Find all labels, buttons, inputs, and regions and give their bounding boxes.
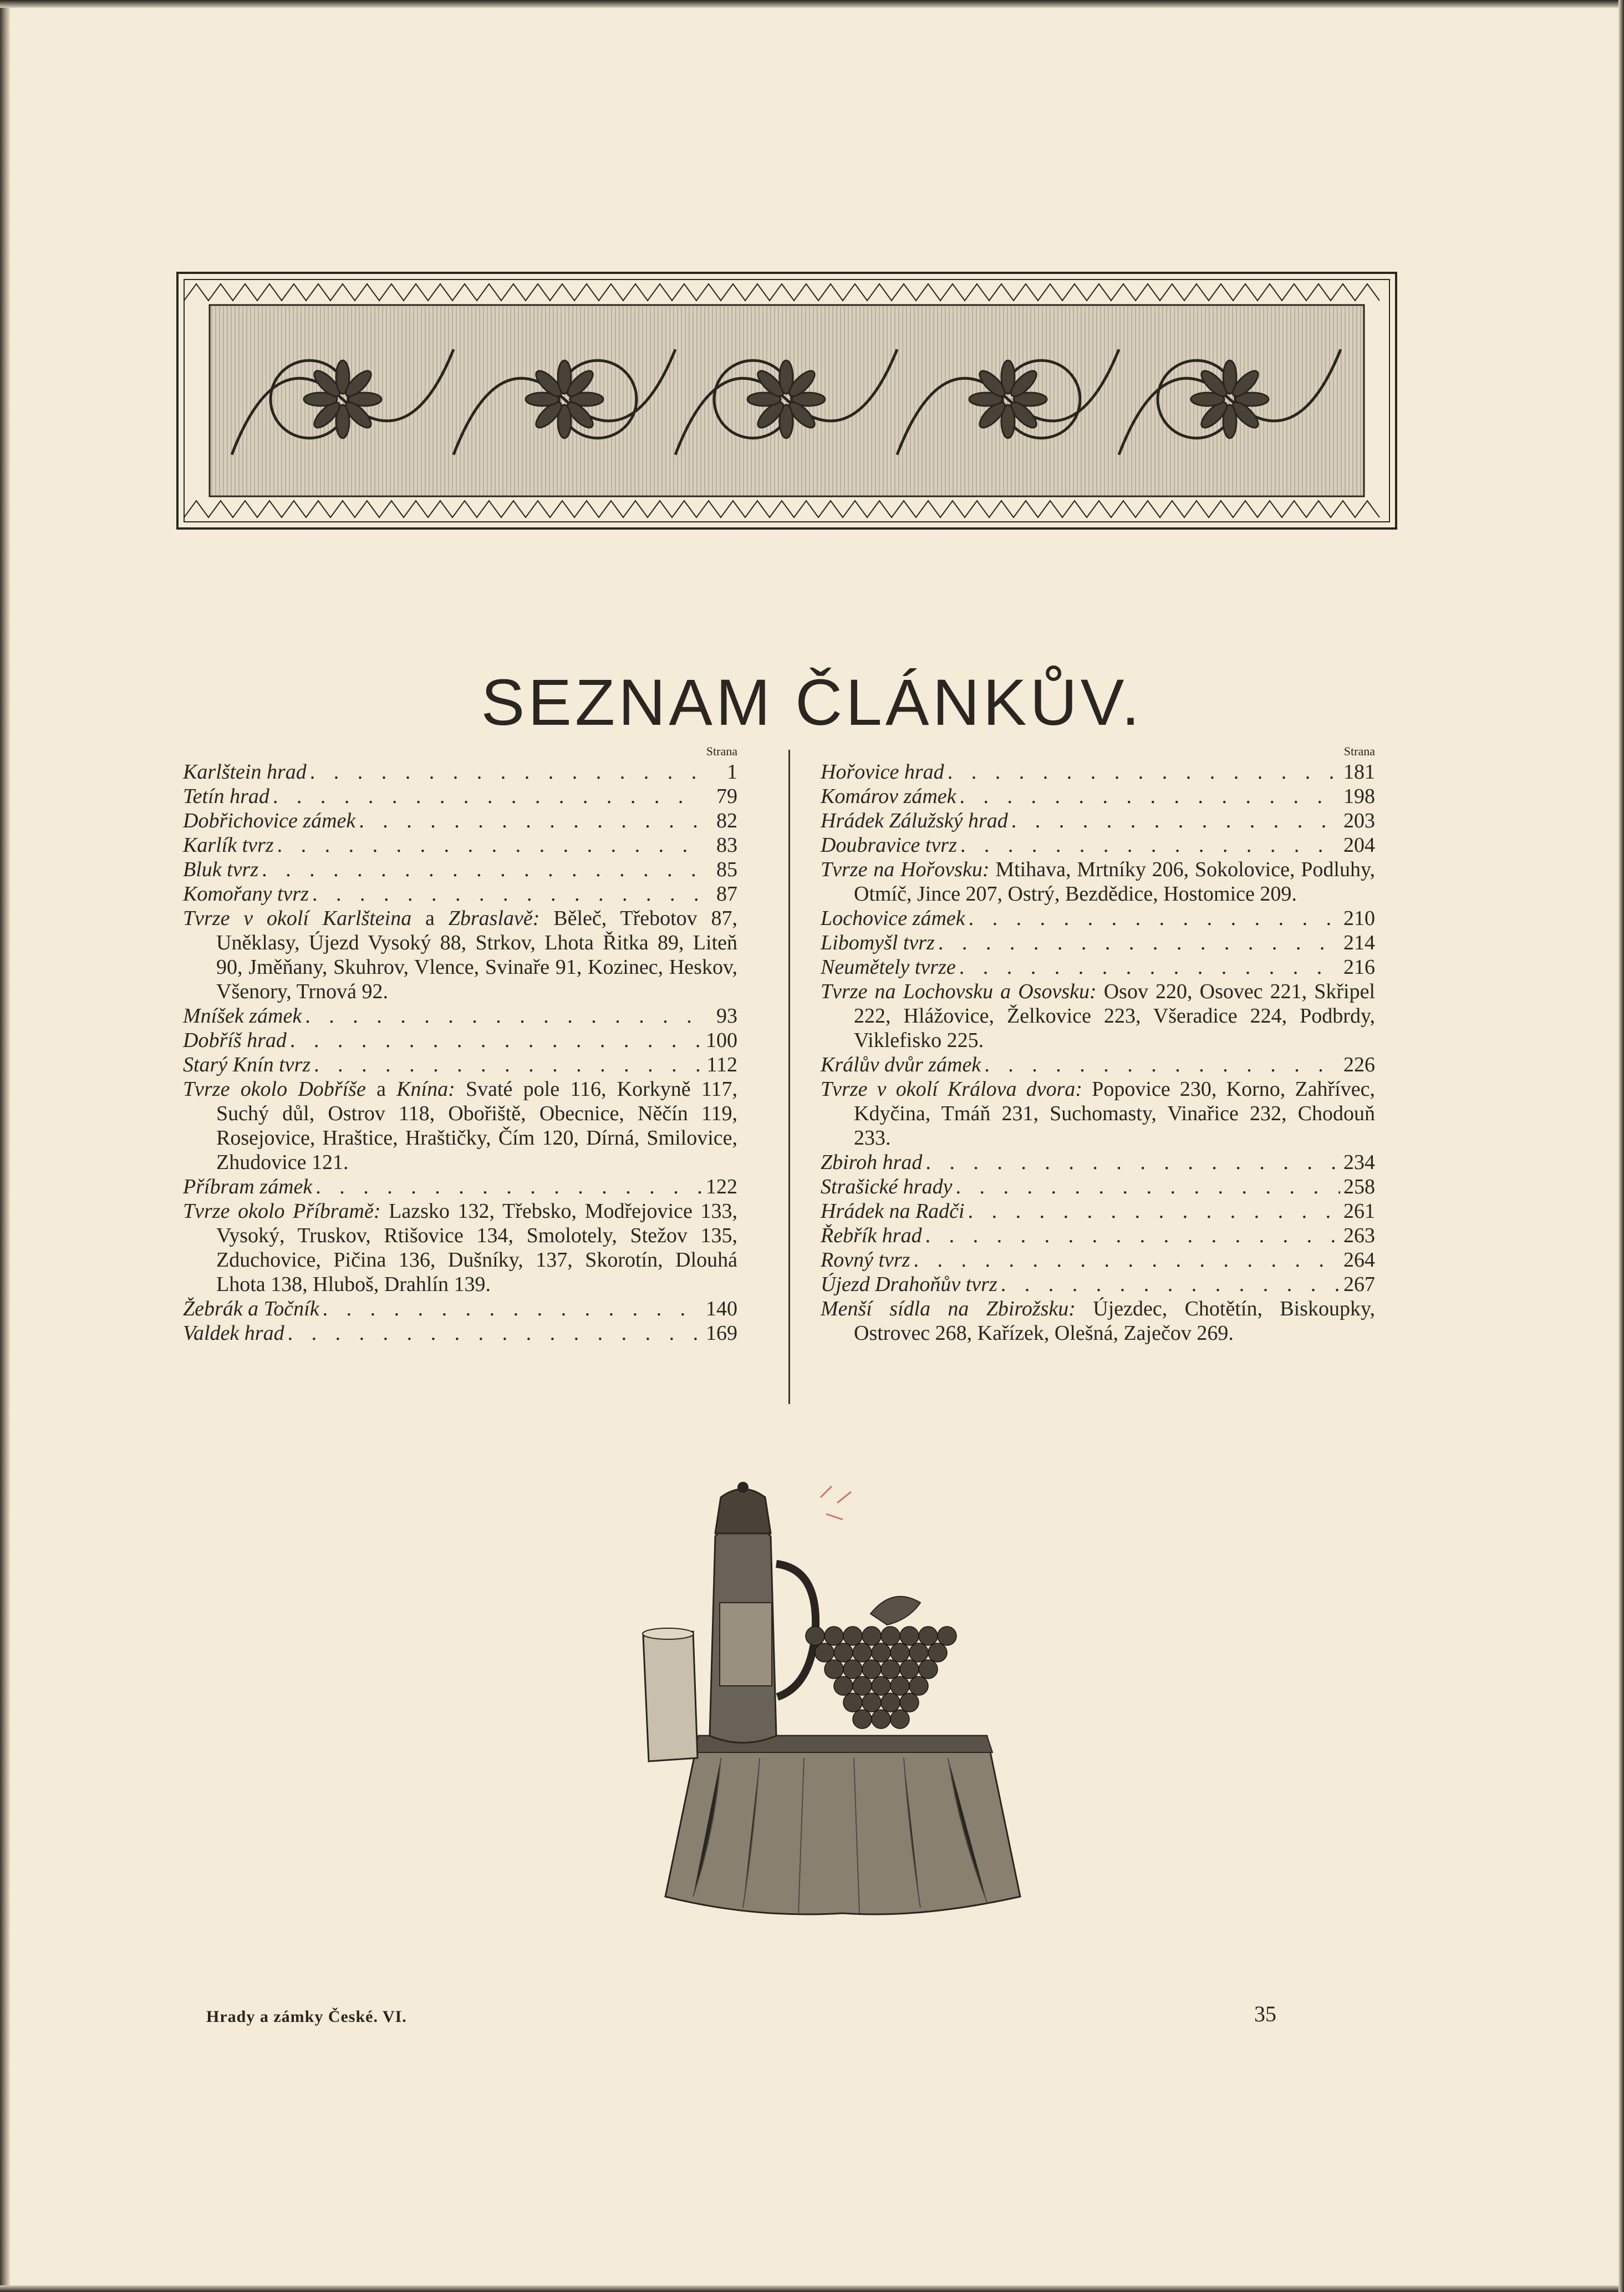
page-edge-top: [0, 0, 1624, 8]
toc-entry: [821, 1175, 1375, 1199]
toc-entry: [183, 1321, 737, 1345]
toc-entry-title: Hrádek Zálužský hrad: [821, 809, 1008, 832]
dot-leader: [960, 833, 1340, 857]
dot-leader: [984, 1053, 1340, 1077]
toc-group-places: Svaté pole 116, Korkyně 117, Suchý důl, Ostrov 118, Obořiště, Obecnice, Něčín 119, Rosejovice, Hraštice, Hraštičky, Čím 120, Dírná, Smilovice, Zhudovice 121.: [216, 1078, 737, 1174]
toc-entry: [821, 1199, 1375, 1223]
dot-leader: [277, 833, 703, 857]
toc-entry-title: Libomyšl tvrz: [821, 931, 935, 954]
toc-entry: [821, 833, 1375, 857]
toc-entry: [821, 1272, 1375, 1297]
toc-entry-page: 181: [1343, 760, 1375, 784]
dot-leader: [310, 760, 703, 784]
toc-entry-page: 204: [1343, 834, 1375, 857]
toc-entry-page: 264: [1343, 1248, 1375, 1272]
toc-entry-title: Dobřichovice zámek: [183, 809, 356, 832]
still-life-illustration: [632, 1475, 1053, 1930]
toc-entry: [183, 1053, 737, 1077]
toc-entry: [821, 955, 1375, 979]
toc-entry-title: Žebrák a Točník: [183, 1297, 319, 1320]
dot-leader: [913, 1248, 1340, 1272]
toc-entry-title: Lochovice zámek: [821, 907, 965, 930]
toc-entry: [183, 833, 737, 857]
toc-group-entry: [821, 1077, 1375, 1150]
toc-entry-page: 234: [1343, 1151, 1375, 1174]
dot-leader: [312, 882, 703, 906]
toc-entry: [183, 1175, 737, 1199]
toc-entry-title: Hrádek na Radči: [821, 1200, 965, 1223]
toc-group-connector: a: [365, 1078, 397, 1101]
dot-leader: [938, 931, 1340, 955]
toc-group-entry: [183, 1077, 737, 1175]
toc-entry: [821, 906, 1375, 931]
toc-entry-title: Doubravice tvrz: [821, 834, 957, 857]
toc-entry-title: Neumětely tvrze: [821, 956, 956, 979]
toc-group-title: Tvrze na Lochovsku a Osovsku:: [821, 980, 1097, 1003]
ornamental-headpiece: [176, 272, 1397, 530]
toc-entry: [183, 809, 737, 833]
toc-entry-title: Králův dvůr zámek: [821, 1053, 981, 1076]
toc-entry-title: Tetín hrad: [183, 785, 269, 808]
running-footer: Hrady a zámky České. VI.: [206, 2008, 407, 2026]
toc-entry: [821, 1223, 1375, 1248]
toc-entry-title: Hořovice hrad: [821, 760, 944, 784]
dot-leader: [1011, 809, 1340, 833]
dot-leader: [959, 955, 1340, 979]
toc-left-column: [183, 743, 737, 1345]
dot-leader: [359, 809, 703, 833]
column-header-label: Strana: [706, 744, 737, 758]
toc-entry-title: Karlštein hrad: [183, 760, 307, 784]
toc-entry: [821, 931, 1375, 955]
toc-entry: [183, 784, 737, 809]
toc-entry-title: Mníšek zámek: [183, 1004, 302, 1028]
toc-entry-page: 79: [716, 785, 737, 808]
toc-group-entry: [183, 906, 737, 1004]
page-edge-left: [0, 0, 10, 2292]
dot-leader: [290, 1028, 702, 1053]
toc-entry-title: Zbiroh hrad: [821, 1151, 923, 1174]
toc-entry-title: Dobříš hrad: [183, 1029, 287, 1052]
toc-entry: [821, 809, 1375, 833]
toc-entry-page: 214: [1343, 931, 1375, 954]
dot-leader: [315, 1175, 702, 1199]
toc-entry-page: 100: [706, 1029, 737, 1052]
toc-entry-title: Valdek hrad: [183, 1322, 284, 1345]
page-number: 35: [1254, 2001, 1276, 2026]
toc-group-places: Běleč, Třebotov 87, Uněklasy, Újezd Vysoký 88, Strkov, Lhota Řitka 89, Liteň 90, Jměňany, Skuhrov, Vlence, Svinaře 91, Kozinec, Heskov, Všenory, Trnová 92.: [216, 907, 737, 1003]
toc-entry-page: 93: [716, 1004, 737, 1028]
toc-entry-page: 140: [706, 1297, 737, 1320]
toc-entry-page: 258: [1343, 1175, 1375, 1198]
toc-group-connector: a: [411, 907, 449, 930]
toc-entry: [821, 1150, 1375, 1175]
toc-group-entry: [183, 1199, 737, 1297]
toc-entry-page: 226: [1343, 1053, 1375, 1076]
toc-group-title-part: Zbraslavě:: [448, 907, 540, 930]
dot-leader: [305, 1004, 703, 1028]
page-title: SEZNAM ČLÁNKŮV.: [481, 666, 1143, 740]
toc-entry-page: 122: [706, 1175, 737, 1198]
dot-leader: [960, 784, 1341, 809]
toc-entry-page: 267: [1343, 1273, 1375, 1296]
toc-entry-page: 210: [1343, 907, 1375, 930]
toc-group-entry: [821, 857, 1375, 906]
toc-entry-page: 263: [1343, 1224, 1375, 1247]
toc-entry: [183, 857, 737, 882]
dot-leader: [314, 1053, 703, 1077]
toc-entry-page: 216: [1343, 956, 1375, 979]
toc-entry: [183, 1297, 737, 1321]
toc-entry-page: 82: [716, 809, 737, 832]
toc-group-title: Tvrze v okolí Králova dvora:: [821, 1078, 1083, 1101]
toc-entry: [821, 1053, 1375, 1077]
toc-entry-page: 1: [727, 760, 737, 784]
toc-entry-title: Komárov zámek: [821, 785, 956, 808]
column-header-label: Strana: [1343, 744, 1375, 758]
toc-entry-page: 261: [1343, 1200, 1375, 1223]
toc-entry-title: Komořany tvrz: [183, 882, 309, 906]
toc-entry: [821, 760, 1375, 784]
toc-entry-title: Rovný tvrz: [821, 1248, 910, 1272]
toc-right-column: [821, 743, 1375, 1345]
toc-entry-page: 198: [1343, 785, 1375, 808]
toc-group-places: Lazsko 132, Třebsko, Modřejovice 133, Vysoký, Truskov, Rtišovice 134, Smolotely, Stežov 135, Zduchovice, Pičina 136, Dušníky, 137, Skorotín, Dlouhá Lhota 138, Hluboš, Drahlín 139.: [216, 1200, 737, 1296]
page-edge-right: [1618, 0, 1624, 2292]
toc-group-places: Mtihava, Mrtníky 206, Sokolovice, Podluhy, Otmíč, Jince 207, Ostrý, Bezdědice, Hostomice 209.: [854, 858, 1375, 906]
dot-leader: [969, 906, 1340, 931]
toc-entry-title: Újezd Drahoňův tvrz: [821, 1273, 997, 1296]
toc-group-entry: [821, 1297, 1375, 1345]
toc-group-title-part: Knína:: [396, 1078, 455, 1101]
toc-entry: [183, 760, 737, 784]
toc-group-title: Tvrze na Hořovsku:: [821, 858, 990, 881]
toc-entry-title: Bluk tvrz: [183, 858, 259, 881]
toc-group-title: Tvrze okolo Příbramě:: [183, 1200, 381, 1223]
toc-entry-title: Řebřík hrad: [821, 1224, 922, 1247]
dot-leader: [288, 1321, 702, 1345]
toc-group-places: Újezdec, Chotětín, Biskoupky, Ostrovec 268, Kařízek, Olešná, Zaječov 269.: [854, 1297, 1376, 1345]
toc-entry-page: 169: [706, 1322, 737, 1345]
dot-leader: [948, 760, 1340, 784]
toc-entry-title: Karlík tvrz: [183, 834, 274, 857]
toc-group-entry: [821, 979, 1375, 1053]
dot-leader: [262, 857, 703, 882]
toc-entry-title: Příbram zámek: [183, 1175, 313, 1198]
toc-entry: [183, 1004, 737, 1028]
toc-entry-page: 83: [716, 834, 737, 857]
dot-leader: [1001, 1272, 1340, 1297]
toc-entry-title: Strašické hrady: [821, 1175, 953, 1198]
dot-leader: [925, 1150, 1340, 1175]
dot-leader: [323, 1297, 702, 1321]
toc-group-places: Popovice 230, Korno, Zahřívec, Kdyčina, Tmáň 231, Suchomasty, Vinařice 232, Chodouň 233.: [854, 1078, 1376, 1150]
dot-leader: [955, 1175, 1340, 1199]
column-divider: [788, 750, 790, 1404]
toc-entry: [183, 882, 737, 906]
toc-entry-title: Starý Knín tvrz: [183, 1053, 311, 1076]
toc-group-title: Menší sídla na Zbirožsku:: [821, 1297, 1076, 1320]
toc-entry-page: 112: [706, 1053, 737, 1076]
toc-entry: [821, 784, 1375, 809]
page-edge-bottom: [0, 2285, 1624, 2292]
dot-leader: [925, 1223, 1340, 1248]
toc-entry-page: 85: [716, 858, 737, 881]
toc-group-title: Tvrze v okolí Karlšteina: [183, 907, 412, 930]
toc-group-places: Osov 220, Osovec 221, Skřipel 222, Hlážovice, Želkovice 223, Všeradice 224, Podbrdy, Viklefisko 225.: [854, 980, 1375, 1052]
toc-entry-page: 203: [1343, 809, 1375, 832]
dot-leader: [273, 784, 703, 809]
toc-group-title: Tvrze okolo Dobříše: [183, 1078, 366, 1101]
toc-entry-page: 87: [716, 882, 737, 906]
toc-entry: [183, 1028, 737, 1053]
dot-leader: [968, 1199, 1340, 1223]
toc-entry: [821, 1248, 1375, 1272]
